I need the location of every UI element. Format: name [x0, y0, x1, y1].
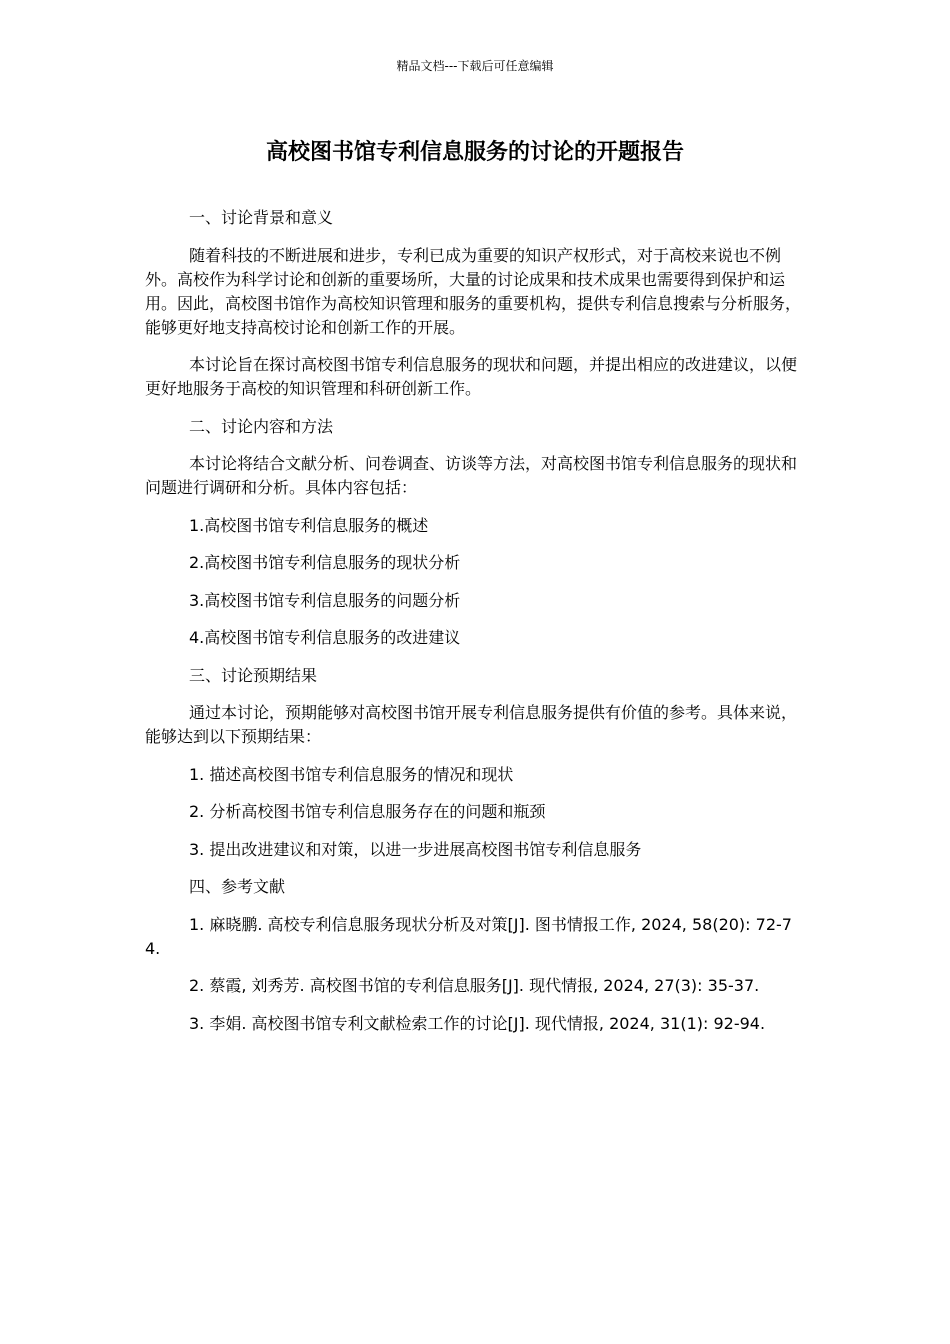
content-list-item: 1.高校图书馆专利信息服务的概述 — [189, 515, 429, 535]
paragraph-expected-results: 通过本讨论，预期能够对高校图书馆开展专利信息服务提供有价值的参考。具体来说，能够达到以下预期结果： — [145, 703, 798, 746]
result-list-item: 1. 描述高校图书馆专利信息服务的情况和现状 — [189, 764, 514, 784]
result-list-item: 2. 分析高校图书馆专利信息服务存在的问题和瓶颈 — [189, 802, 546, 821]
reference-item: 3. 李娟. 高校图书馆专利文献检索工作的讨论[J]. 现代情报, 2024, 31(1): 92-94. — [189, 1013, 766, 1033]
content-list-item: 2.高校图书馆专利信息服务的现状分析 — [189, 553, 461, 572]
section-heading-expected-results: 三、讨论预期结果 — [189, 665, 318, 685]
page-header: 精品文档---下载后可任意编辑 — [396, 59, 554, 73]
result-list-item: 3. 提出改进建议和对策，以进一步进展高校图书馆专利信息服务 — [189, 839, 642, 859]
paragraph-methods: 本讨论将结合文献分析、问卷调查、访谈等方法，对高校图书馆专利信息服务的现状和问题进行调研和分析。具体内容包括： — [145, 454, 798, 497]
document-body — [145, 206, 807, 1049]
reference-item: 2. 蔡霞, 刘秀芳. 高校图书馆的专利信息服务[J]. 现代情报, 2024, 27(3): 35-37. — [189, 976, 760, 995]
content-list-item: 4.高校图书馆专利信息服务的改进建议 — [189, 628, 461, 647]
paragraph-purpose: 本讨论旨在探讨高校图书馆专利信息服务的现状和问题，并提出相应的改进建议，以便更好地服务于高校的知识管理和科研创新工作。 — [145, 355, 798, 398]
paragraph-background: 随着科技的不断进展和进步，专利已成为重要的知识产权形式，对于高校来说也不例外。高校作为科学讨论和创新的重要场所，大量的讨论成果和技术成果也需要得到保护和运用。因此，高校图书馆作为高校知识管理和服务的重要机构，提供专利信息搜索与分析服务，能够更好地支持高校讨论和创新工作的开展。 — [145, 245, 802, 337]
section-heading-references: 四、参考文献 — [189, 877, 286, 896]
document-title: 高校图书馆专利信息服务的讨论的开题报告 — [265, 140, 684, 165]
section-heading-background: 一、讨论背景和意义 — [189, 208, 334, 227]
reference-item: 1. 麻晓鹏. 高校专利信息服务现状分析及对策[J]. 图书情报工作, 2024, 58(20): 72-74. — [145, 914, 792, 958]
section-heading-content-methods: 二、讨论内容和方法 — [189, 416, 334, 436]
content-list-item: 3.高校图书馆专利信息服务的问题分析 — [189, 590, 461, 610]
